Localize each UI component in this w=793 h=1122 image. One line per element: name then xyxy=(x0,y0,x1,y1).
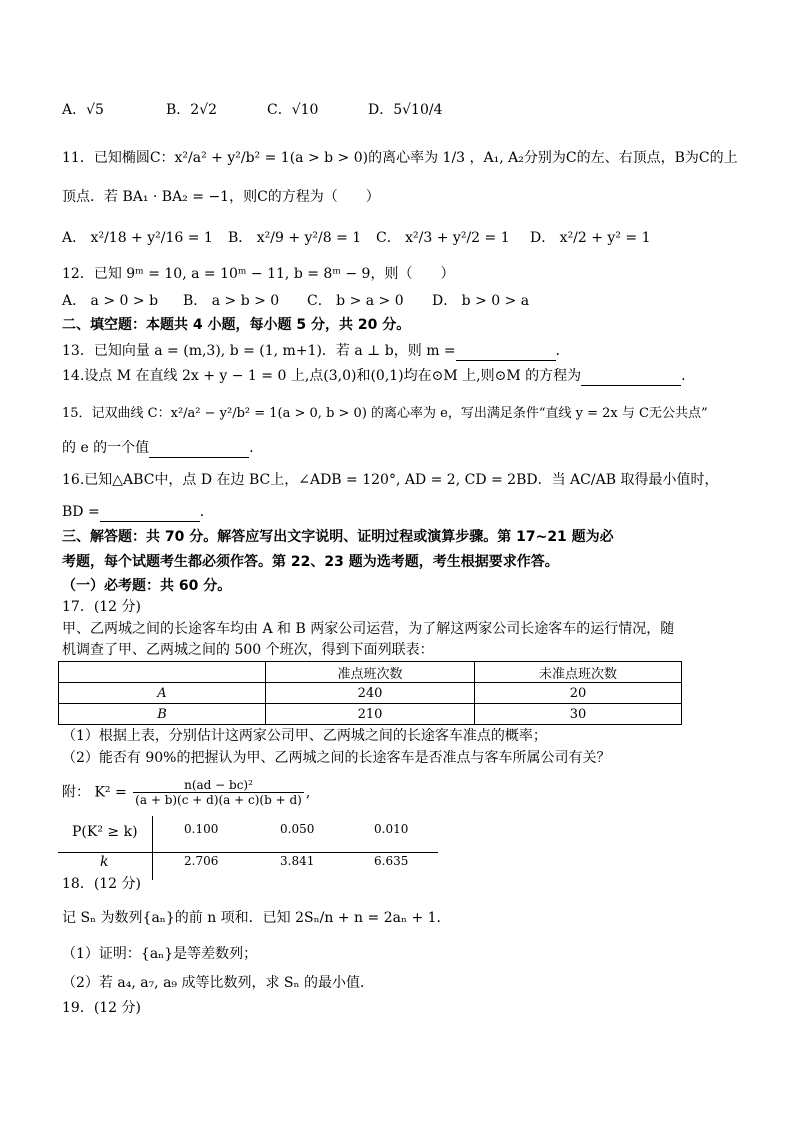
p-value: 0.100 xyxy=(184,822,219,836)
p-value: 0.010 xyxy=(374,822,409,836)
q14-answer-blank[interactable] xyxy=(581,369,681,386)
q12-option-c: C． b > a > 0 xyxy=(307,293,404,309)
q16-answer-blank[interactable] xyxy=(100,505,200,522)
section2-heading: 二、填空题：本题共 4 小题，每小题 5 分，共 20 分。 xyxy=(62,317,411,333)
q15-answer-blank[interactable] xyxy=(149,441,249,458)
table-cell: 240 xyxy=(266,683,475,704)
q18-part1: （1）证明：{aₙ}是等差数列； xyxy=(62,946,258,962)
k-value: 6.635 xyxy=(374,854,409,868)
q17-head: 17．(12 分) xyxy=(62,599,142,615)
q13-answer-blank[interactable] xyxy=(456,344,556,361)
q15-line2: 的 e 的一个值 ． xyxy=(62,440,264,456)
section3-heading-line2: 考题，每个试题考生都必须作答。第 22、23 题为选考题，考生根据要求作答。 xyxy=(62,554,559,570)
section3-subheading: （一）必考题：共 60 分。 xyxy=(62,578,232,594)
q11-option-c: C． x²/3 + y²/2 = 1 xyxy=(376,230,510,246)
table-cell: 20 xyxy=(475,683,682,704)
q17-part1: （1）根据上表，分别估计这两家公司甲、乙两城之间的长途客车准点的概率； xyxy=(62,728,547,744)
q17-formula: 附： K² = $\frac{\text{n(ad − bc)²}}{(a + b)(c + d)(a + c)(b + d)}$ , xyxy=(62,778,311,807)
p-value: 0.050 xyxy=(280,822,315,836)
table-header-cell: 未准点班次数 xyxy=(475,662,682,683)
q12-option-d: D． b > 0 > a xyxy=(432,293,530,309)
k-label: k xyxy=(100,854,109,870)
q10-option-b: B．2√2 xyxy=(166,102,218,118)
q12-option-a: A． a > 0 > b xyxy=(62,293,159,309)
table-cell: A xyxy=(59,683,266,704)
q18-part2: （2）若 a₄, a₇, a₉ 成等比数列，求 Sₙ 的最小值． xyxy=(62,975,375,991)
table-cell: B xyxy=(59,704,266,725)
q14: 14.设点 M 在直线 2x + y − 1 = 0 上,点(3,0)和(0,1)均在⊙M 上,则⊙M 的方程为 . xyxy=(62,368,686,384)
q18-head: 18．(12 分) xyxy=(62,876,142,892)
q11-option-d: D． x²/2 + y² = 1 xyxy=(530,230,651,246)
contingency-table xyxy=(58,661,682,725)
q13: 13．已知向量 a = (m,3), b = (1, m+1)．若 a ⊥ b，则 m = ． xyxy=(62,343,570,359)
q11-line2: 顶点．若 BA₁ · BA₂ = −1，则C的方程为（ ） xyxy=(62,189,380,205)
table-cell: 210 xyxy=(266,704,475,725)
q10-option-c: C．√10 xyxy=(267,102,319,118)
q16-line2: BD = ． xyxy=(62,504,214,520)
q10-option-a: A．√5 xyxy=(62,102,104,118)
q12-stem: 12．已知 9ᵐ = 10, a = 10ᵐ − 11, b = 8ᵐ − 9，则（ ） xyxy=(62,266,455,282)
q17-text2: 机调查了甲、乙两城之间的 500 个班次，得到下面列联表： xyxy=(62,642,434,658)
q15-line1: 15．记双曲线 C：x²/a² − y²/b² = 1(a > 0, b > 0) 的离心率为 e，写出满足条件“直线 y = 2x 与 C无公共点” xyxy=(62,406,708,421)
table-row xyxy=(59,704,682,725)
q18-stem: 记 Sₙ 为数列{aₙ}的前 n 项和．已知 2Sₙ/n + n = 2aₙ + 1． xyxy=(62,910,451,926)
q11-option-b: B． x²/9 + y²/8 = 1 xyxy=(228,230,362,246)
q10-option-d: D．5√10/4 xyxy=(368,102,443,118)
formula-fraction: $\frac{\text{n(ad − bc)²}}{(a + b)(c + d)(a + c)(b + d)}$ xyxy=(135,778,302,807)
q17-part2: （2）能否有 90%的把握认为甲、乙两城之间的长途客车是否准点与客车所属公司有关？ xyxy=(62,750,611,766)
section3-heading-line1: 三、解答题：共 70 分。解答应写出文字说明、证明过程或演算步骤。第 17~21 题为必 xyxy=(62,529,614,545)
q19-head: 19．(12 分) xyxy=(62,1000,142,1016)
q16-line1: 16.已知△ABC中，点 D 在边 BC上，∠ADB = 120°, AD = 2, CD = 2BD．当 AC/AB 取得最小值时， xyxy=(62,472,719,488)
critical-value-table xyxy=(58,816,438,880)
q12-option-b: B． a > b > 0 xyxy=(183,293,280,309)
q11-line1: 11．已知椭圆C：x²/a² + y²/b² = 1(a > b > 0)的离心率为 1/3 ，A₁, A₂分别为C的左、右顶点，B为C的上 xyxy=(62,150,738,166)
k-value: 2.706 xyxy=(184,854,219,868)
q17-text1: 甲、乙两城之间的长途客车均由 A 和 B 两家公司运营，为了解这两家公司长途客车的运行情况，随 xyxy=(62,621,675,637)
k-value: 3.841 xyxy=(280,854,315,868)
p-label: P(K² ≥ k) xyxy=(72,824,138,840)
table-header-row xyxy=(59,662,682,683)
table-row xyxy=(59,683,682,704)
table-header-cell: 准点班次数 xyxy=(266,662,475,683)
table-header-cell xyxy=(59,662,266,683)
table-cell: 30 xyxy=(475,704,682,725)
q11-option-a: A． x²/18 + y²/16 = 1 xyxy=(62,230,213,246)
